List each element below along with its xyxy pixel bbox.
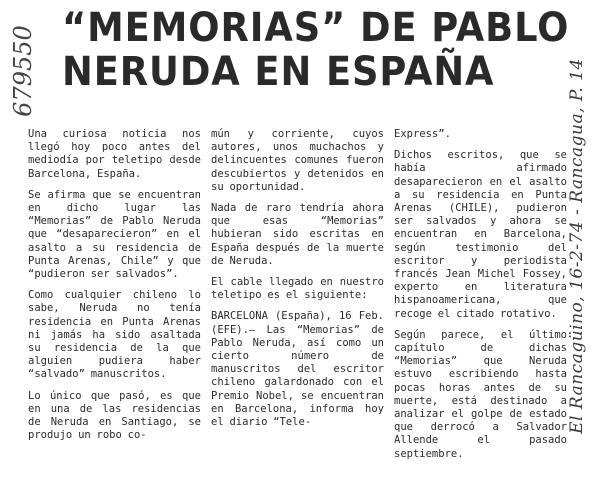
paragraph: Nada de raro tendría ahora que esas “Memorias” hubieran sido escritas en España después de la muerte de Neruda. [211,202,384,267]
article-column-3 [394,128,567,473]
source-annotation-handwritten [554,18,600,473]
paragraph: Como cualquier chileno lo sabe, Neruda no tenía residencia en Punta Arenas ni jamás ha sido asaltada su residencia de la que alguien pudiera haber “salvado” manuscritos. [28,289,201,381]
headline-line-1: “MEMORIAS” DE PABLO [62,5,570,51]
article-column-1 [28,128,201,473]
archive-number-handwritten [2,16,44,126]
article-body [28,128,568,473]
paragraph: Una curiosa noticia nos llegó hoy poco antes del mediodía por teletipo desde Barcelona, España. [28,128,201,180]
source-annotation: El Rancagüino, 16-2-74 - Rancagua, P. 14 [567,57,588,434]
paragraph: Express”. [394,128,451,140]
paragraph: Según parece, el último capítulo de dichas “Memorias” que Neruda estuvo escribiendo hasta pocas horas antes de su muerte, está destinado a analizar el golpe de estado que derrocó a Salvador Allende el pasado septiembre. [394,328,567,460]
paragraph: El cable llegado en nuestro teletipo es el siguiente: [211,276,384,302]
paragraph: BARCELONA (España), 16 Feb. (EFE).— Las “Memorias” de Pablo Neruda, así como un cierto número de manuscritos del escritor chileno galardonado con el Premio Nobel, se encuentran en Barcelona, informa hoy el diario “Tele- [211,310,384,429]
paragraph: Dichos escritos, que se había afirmado desaparecieron en el asalto a su residencia en Punta Arenas (CHILE), pudieron ser salvados y ahora se encuentran en Barcelona, según testimonio del escritor y periodista francés Jean Michel Fossey, experto en literatura hispanoamericana, que recoge el citado rotativo. [394,149,567,320]
paragraph: Se afirma que se encuentran en dicho lugar las “Memorias” de Pablo Neruda que “desaparecieron” en el asalto a su residencia de Punta Arenas, Chile” y que “pudieron ser salvados”. [28,188,201,281]
headline-line-2: NERUDA EN ESPAÑA [62,49,495,95]
article-headline [62,5,570,95]
paragraph: mún y corriente, cuyos autores, unos muchachos y delincuentes comunes fueron descubiertos y detenidos en su oportunidad. [211,128,384,193]
article-column-2 [211,128,384,473]
archive-number: 679550 [9,25,37,117]
paragraph: Lo único que pasó, es que en una de las residencias de Neruda en Santiago, se produjo un robo co- [28,389,201,442]
